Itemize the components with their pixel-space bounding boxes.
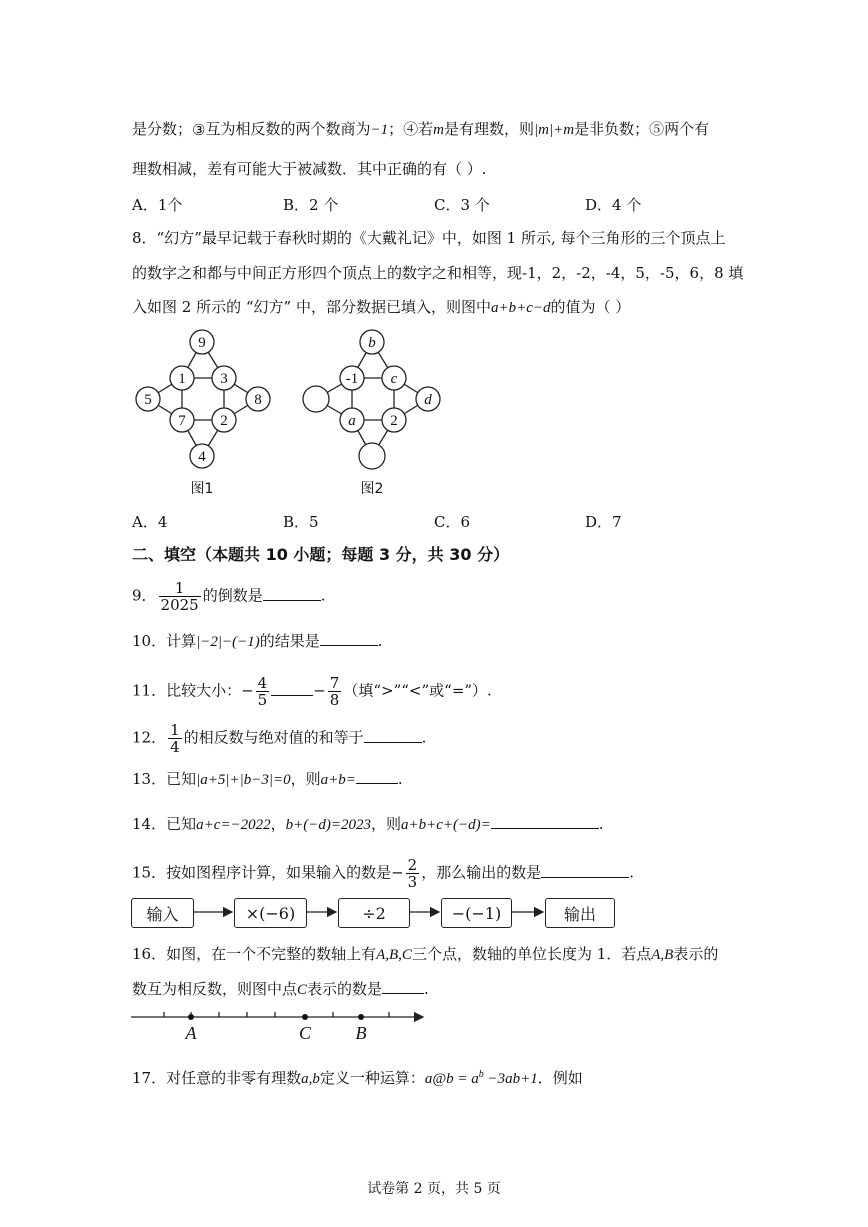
fig2-caption: 图2 <box>360 481 384 497</box>
circled-5: ⑤ <box>649 120 665 138</box>
q10-end: . <box>377 632 383 650</box>
flow-subtract-box: −(−1) <box>441 898 512 928</box>
q14-number: 14．已知 <box>132 815 197 833</box>
q14-text: ，则 <box>371 815 402 833</box>
fig1-ur: 3 <box>220 371 228 387</box>
q17-superscript: b <box>478 1069 484 1080</box>
q8-option-c: C．6 <box>434 513 471 531</box>
page-footer: 试卷第 2 页，共 5 页 <box>367 1181 501 1197</box>
fig1-ul: 1 <box>178 371 186 387</box>
q13-end: . <box>397 770 403 788</box>
q15-minus: − <box>391 863 404 882</box>
q14-math: a+c=−2022 <box>196 817 271 833</box>
q15-text: ，那么输出的数是 <box>421 863 542 882</box>
q11-denominator-1: 5 <box>257 691 268 709</box>
q17-math: −3ab+1 <box>483 1071 538 1087</box>
section-2-heading: 二、填空（本题共 10 小题；每题 3 分，共 30 分） <box>132 545 510 564</box>
q11-numerator-2: 7 <box>329 674 340 692</box>
q7-text: 若 <box>418 120 434 138</box>
q7-math: |m|+m <box>534 122 575 138</box>
fig1-bottom: 4 <box>198 449 206 465</box>
q12-numerator: 1 <box>170 721 180 739</box>
q16-text: 16．如图，在一个不完整的数轴上有 <box>132 945 377 963</box>
q16-math: C <box>297 982 308 998</box>
q8-math: a+b+c−d <box>490 300 551 316</box>
point-a <box>188 1014 194 1020</box>
q15-number: 15．按如图程序计算，如果输入的数是 <box>132 863 392 882</box>
q16-text: 表示的 <box>673 945 719 963</box>
q13-number: 13．已知 <box>132 770 197 788</box>
q12-number: 12． <box>132 728 167 747</box>
q11-minus: − <box>313 681 326 700</box>
label-c: C <box>298 1023 312 1043</box>
q9-denominator: 2025 <box>160 596 199 614</box>
fig2-right: d <box>424 392 432 408</box>
q11-number: 11．比较大小： <box>132 681 242 700</box>
flow-multiply-box: ×(−6) <box>234 898 307 928</box>
q10-number: 10．计算 <box>132 632 197 650</box>
q9-number: 9． <box>132 586 157 605</box>
q7-line2: 理数相减，差有可能大于被减数．其中正确的有（ ）. <box>132 160 487 178</box>
label-a: A <box>185 1023 197 1043</box>
q15-denominator: 3 <box>407 873 418 891</box>
q7-option-a: A．1个 <box>132 196 183 214</box>
fig2-lr: 2 <box>390 413 398 429</box>
fig2-top: b <box>368 335 376 351</box>
q12-text: 的相反数与绝对值的和等于 <box>183 728 364 747</box>
circled-3: ③ <box>192 120 206 139</box>
fig2-ll: a <box>348 413 356 429</box>
q14-math: a+b+c+(−d)= <box>401 817 491 833</box>
fig1-right: 8 <box>254 392 262 408</box>
circled-4: ④ <box>403 120 419 138</box>
q8-option-b: B．5 <box>283 513 319 531</box>
point-b <box>358 1014 364 1020</box>
q16-math: A,B,C <box>376 947 412 963</box>
q16-end: . <box>424 980 429 998</box>
q7-text: 互为相反数的两个数商为 <box>205 120 371 138</box>
q8-line2: 的数字之和都与中间正方形四个顶点上的数字之和相等，现-1，2，-2，-4，5，-5，6，8 填 <box>132 264 744 282</box>
q10-math: |−2|−(−1) <box>196 634 260 650</box>
q9-text: 的倒数是 <box>202 586 263 605</box>
fig1-caption: 图1 <box>190 481 214 497</box>
q10-text: 的结果是 <box>259 632 320 650</box>
flow-output-box: 输出 <box>545 898 615 928</box>
q16-text: 三个点，数轴的单位长度为 1．若点 <box>411 945 652 963</box>
q15-numerator: 2 <box>407 856 418 874</box>
q7-math: −1 <box>370 122 389 138</box>
q7-text: 两个有 <box>664 120 710 138</box>
q17-math: a,b <box>301 1071 320 1087</box>
q8-option-a: A．4 <box>132 513 168 531</box>
q17-end: ．例如 <box>537 1069 583 1087</box>
label-b: B <box>355 1023 367 1043</box>
fig1-top: 9 <box>198 335 206 351</box>
q16-line1 <box>132 943 718 966</box>
q8-option-d: D．7 <box>585 513 622 531</box>
flow-divide-box: ÷2 <box>338 898 410 928</box>
q16-text: 数互为相反数，则图中点 <box>132 980 298 998</box>
q7-text: ； <box>388 120 404 138</box>
q7-math: m <box>433 122 444 138</box>
q7-text: 是分数； <box>132 120 193 138</box>
fig1-ll: 7 <box>178 413 186 429</box>
q16-line2 <box>132 978 429 1001</box>
number-line <box>125 1005 435 1045</box>
q7-option-b: B．2 个 <box>283 196 339 214</box>
q9-end: . <box>320 586 326 605</box>
flow-input-box: 输入 <box>131 898 194 928</box>
q14-sep: ， <box>270 815 286 833</box>
fig2-ul: -1 <box>345 371 359 387</box>
q11-numerator-1: 4 <box>257 674 268 692</box>
fig2-ur: c <box>390 371 398 387</box>
fig1-left: 5 <box>144 392 152 408</box>
q16-answer-blank[interactable] <box>382 979 424 994</box>
q12-end: . <box>421 728 427 747</box>
point-c <box>302 1014 308 1020</box>
q17-text: 定义一种运算： <box>319 1069 425 1087</box>
q13-math: a+b= <box>320 772 356 788</box>
q8-text: 入如图 2 所示的 “幻方” 中，部分数据已填入，则图中 <box>132 298 491 316</box>
q7-option-c: C．3 个 <box>434 196 490 214</box>
q14-math: b+(−d)=2023 <box>285 817 371 833</box>
q8-line1: 8．“幻方”最早记载于春秋时期的《大戴礼记》中，如图 1 所示, 每个三角形的三个顶点上 <box>132 229 726 247</box>
q7-text: 是有理数，则 <box>444 120 535 138</box>
q17-math: a@b = a <box>424 1071 479 1087</box>
q7-text: 是非负数； <box>574 120 650 138</box>
q17-number: 17．对任意的非零有理数 <box>132 1069 302 1087</box>
q17 <box>132 1064 583 1090</box>
q12-denominator: 4 <box>170 738 180 756</box>
q16-text: 表示的数是 <box>307 980 383 998</box>
q13-text: ，则 <box>290 770 321 788</box>
q9-numerator: 1 <box>159 580 201 597</box>
q14-end: . <box>598 815 604 833</box>
q11-minus: − <box>241 681 254 700</box>
q7-option-d: D．4 个 <box>585 196 642 214</box>
q15-end: . <box>629 863 635 882</box>
q16-math: A,B <box>651 947 674 963</box>
q8-text: 的值为（ ） <box>550 298 631 316</box>
q11-denominator-2: 8 <box>329 691 340 709</box>
fig1-lr: 2 <box>220 413 228 429</box>
q13-math: |a+5|+|b−3|=0 <box>196 772 291 788</box>
q11-note: （填“>”“<”或“=”）. <box>343 681 492 700</box>
